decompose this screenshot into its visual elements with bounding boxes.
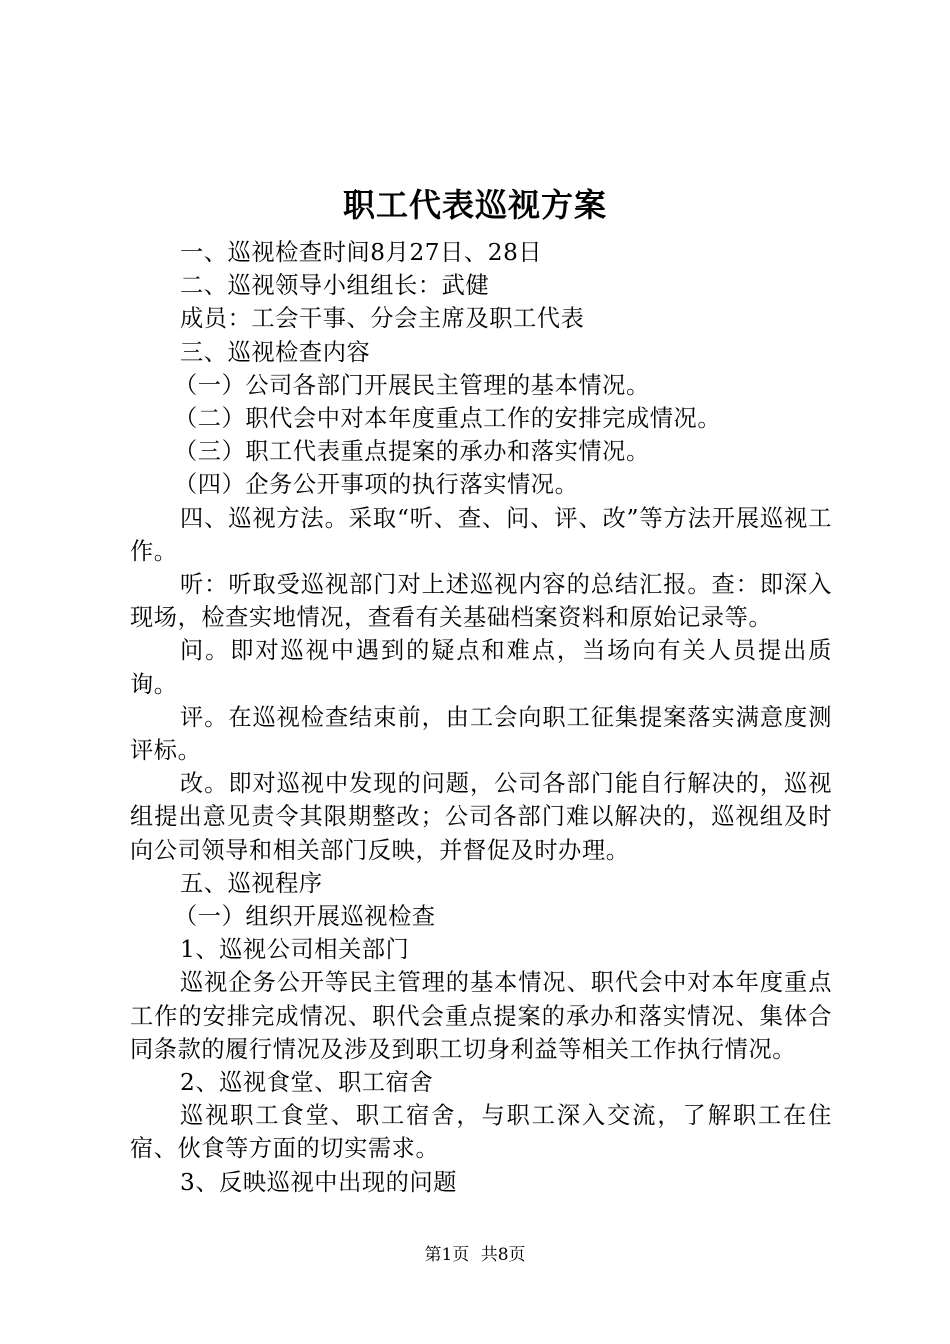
- document-body: [130, 236, 832, 1199]
- page-number-current: 第1页: [424, 1245, 470, 1265]
- paragraph-content-item-4: （四）企务公开事项的执行落实情况。: [174, 471, 579, 499]
- document-title: 职工代表巡视方案: [342, 186, 607, 224]
- paragraph-method-ask: 问。即对巡视中遇到的疑点和难点，当场向有关人员提出质询。: [130, 637, 832, 698]
- paragraph-procedure-sub-2-detail: 巡视职工食堂、职工宿舍，与职工深入交流，了解职工在住宿、伙食等方面的切实需求。: [130, 1102, 832, 1163]
- paragraph-members: 成员：工会干事、分会主席及职工代表: [180, 305, 585, 333]
- paragraph-procedure-sub-2: 2、巡视食堂、职工宿舍: [180, 1069, 434, 1097]
- page-footer: [0, 1243, 950, 1267]
- page-number-total: 共8页: [480, 1245, 526, 1265]
- paragraph-content-item-2: （二）职代会中对本年度重点工作的安排完成情况。: [174, 405, 722, 433]
- paragraph-content-item-3: （三）职工代表重点提案的承办和落实情况。: [174, 438, 650, 466]
- paragraph-content-item-1: （一）公司各部门开展民主管理的基本情况。: [174, 371, 650, 399]
- paragraph-method: 四、巡视方法。采取“听、查、问、评、改”等方法开展巡视工作。: [130, 504, 832, 565]
- paragraph-procedure-heading: 五、巡视程序: [180, 869, 323, 897]
- paragraph-method-correct: 改。即对巡视中发现的问题，公司各部门能自行解决的，巡视组提出意见责令其限期整改；公司各部门难以解决的，巡视组及时向公司领导和相关部门反映，并督促及时办理。: [130, 770, 832, 864]
- paragraph-procedure-sub-1: 1、巡视公司相关部门: [180, 936, 410, 964]
- paragraph-content-heading: 三、巡视检查内容: [180, 338, 371, 366]
- paragraph-procedure-step-1: （一）组织开展巡视检查: [174, 903, 436, 931]
- paragraph-inspection-time: 一、巡视检查时间8月27日、28日: [180, 239, 543, 266]
- paragraph-method-listen-check: 听：听取受巡视部门对上述巡视内容的总结汇报。查：即深入现场，检查实地情况，查看有关基础档案资料和原始记录等。: [130, 571, 832, 632]
- paragraph-procedure-sub-1-detail: 巡视企务公开等民主管理的基本情况、职代会中对本年度重点工作的安排完成情况、职代会重点提案的承办和落实情况、集体合同条款的履行情况及涉及到职工切身利益等相关工作执行情况。: [130, 969, 832, 1063]
- paragraph-leader: 二、巡视领导小组组长：武健: [180, 272, 490, 300]
- paragraph-method-evaluate: 评。在巡视检查结束前，由工会向职工征集提案落实满意度测评标。: [130, 703, 832, 765]
- paragraph-procedure-sub-3: 3、反映巡视中出现的问题: [180, 1168, 458, 1196]
